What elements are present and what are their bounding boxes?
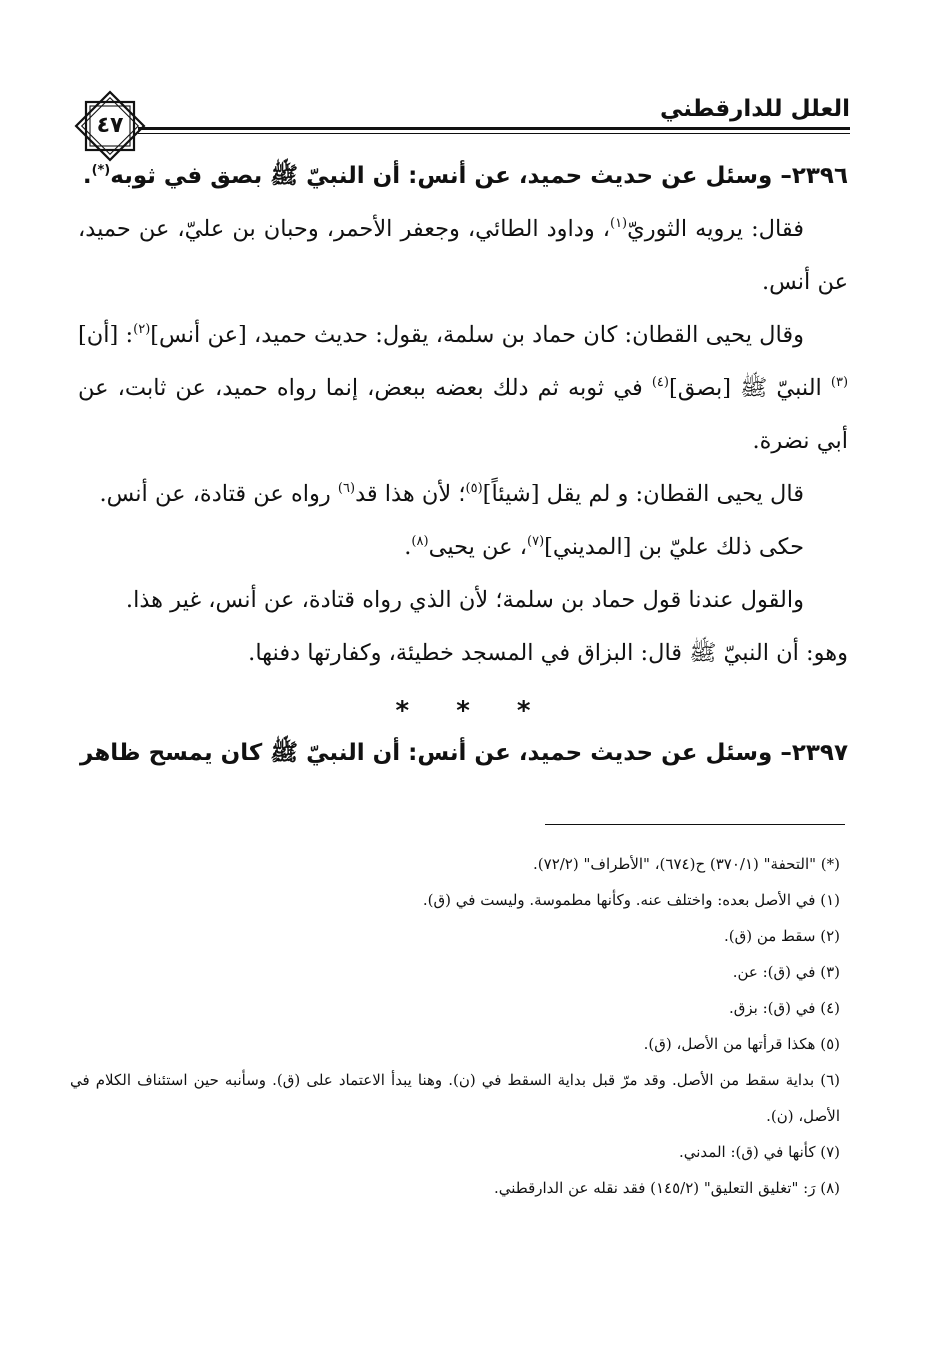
paragraph-text: قال يحيى القطان: و لم يقل [شيئاً] (482, 481, 804, 507)
footnote-1: (١) في الأصل بعده: واختلف عنه. وكأنها مطموسة. وليست في (ق). (422, 891, 840, 909)
entry-heading-text: ٢٣٩٦– وسئل عن حديث حميد، عن أنس: أن النبيّ ﷺ بصق في ثوبه (110, 163, 848, 189)
paragraph-6: وهو: أن النبيّ ﷺ قال: البزاق في المسجد خطيئة، وكفارتها دفنها. (248, 640, 848, 666)
header-rule-thick (138, 127, 850, 130)
running-header-title: العلل للدارقطني (660, 96, 850, 122)
main-text (78, 150, 848, 778)
paragraph-3 (78, 468, 848, 521)
paragraph-text: : [أن] (78, 322, 134, 348)
footnote-7: (٧) كأنها في (ق): المدني. (678, 1143, 840, 1161)
paragraph-text: ؛ لأن هذا قد (355, 481, 466, 507)
paragraph-4 (78, 521, 848, 574)
section-separator: * * * (395, 696, 531, 726)
paragraph-text: ، وداود الطائي، وجعفر الأحمر، وحبان بن عليّ، عن حميد، عن أنس. (78, 216, 848, 295)
footnote-ref-6: (٦) (337, 481, 356, 496)
page-number: ٤٧ (96, 113, 124, 138)
footnote-4: (٤) في (ق): بزق. (728, 999, 840, 1017)
footnote-2: (٢) سقط من (ق). (723, 927, 840, 945)
footnote-ref-1: (١) (609, 216, 628, 231)
footnote-ref-4: (٤) (651, 375, 669, 390)
footnote-ref-3: (٣) (830, 375, 849, 390)
footnote-ref-2: (٢) (133, 322, 151, 337)
paragraph-text: النبيّ ﷺ [بصق] (668, 375, 831, 401)
footnotes (70, 846, 840, 1206)
header-rule-thin (138, 133, 850, 134)
footnote-8: (٨) رَ: "تغليق التعليق" (١٤٥/٢) فقد نقله عن الدارقطني. (494, 1179, 840, 1197)
paragraph-text: فقال: يرويه الثوريّ (627, 216, 804, 242)
footnote-rule (545, 824, 845, 825)
footnote-3: (٣) في (ق): عن. (732, 963, 840, 981)
paragraph-text: حكى ذلك عليّ بن [المديني] (544, 534, 804, 560)
entry-heading-2397: ٢٣٩٧– وسئل عن حديث حميد، عن أنس: أن النبيّ ﷺ كان يمسح ظاهر (80, 740, 848, 766)
footnote-6: (٦) بداية سقط من الأصل. وقد مرّ قبل بداية السقط في (ن). وهنا يبدأ الاعتماد على (ق). وسأنبه حين استئناف الكلام في الأصل، (ن). (70, 1071, 840, 1125)
paragraph-text: . (404, 534, 412, 560)
footnote-ref-5: (٥) (465, 481, 483, 496)
footnote-ref-7: (٧) (527, 534, 545, 549)
footnote-star: (*) "التحفة" (٣٧٠/١) ح(٦٧٤)، "الأطراف" (٧٢/٢). (533, 855, 840, 873)
paragraph-2 (78, 309, 848, 468)
paragraph-1 (78, 203, 848, 309)
footnote-ref-8: (٨) (411, 534, 429, 549)
footnote-5: (٥) هكذا قرأتها من الأصل، (ق). (643, 1035, 840, 1053)
paragraph-text: في ثوبه ثم دلك بعضه ببعض، إنما رواه حميد، عن ثابت، عن أبي نضرة. (78, 375, 848, 454)
paragraph-text: رواه عن قتادة، عن أنس. (99, 481, 338, 507)
footnote-ref-star: (*) (91, 163, 111, 178)
paragraph-5: والقول عندنا قول حماد بن سلمة؛ لأن الذي رواه قتادة، عن أنس، غير هذا. (125, 587, 804, 613)
paragraph-text: وقال يحيى القطان: كان حماد بن سلمة، يقول: حديث حميد، [عن أنس] (150, 322, 804, 348)
paragraph-text: ، عن يحيى (428, 534, 528, 560)
entry-heading-end: . (82, 163, 92, 189)
header-rule (138, 127, 850, 137)
entry-heading-2396 (78, 150, 848, 203)
